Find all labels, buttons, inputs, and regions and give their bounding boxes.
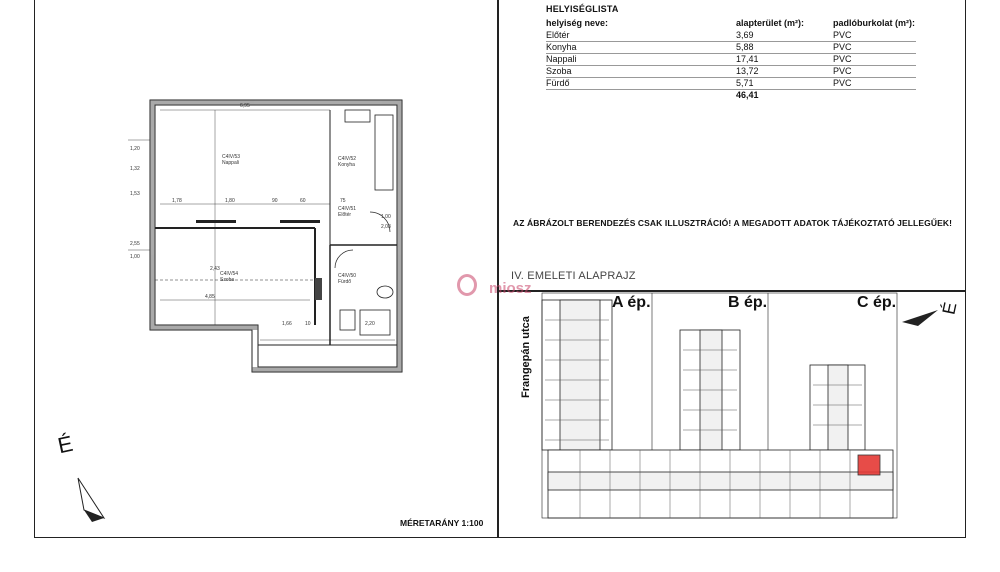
plan-dim: 75 [340, 198, 346, 204]
room-flooring: PVC [833, 66, 852, 76]
room-tag-name: Fürdő [338, 279, 352, 285]
table-row [546, 30, 916, 42]
plan-dim: 2,55 [130, 241, 140, 247]
building-label-c: C ép. [857, 294, 897, 311]
room-tag-name: Előtér [338, 212, 352, 218]
plan-dim: 1,53 [130, 191, 140, 197]
table-row [546, 78, 916, 90]
room-tag-code: C4IV/50 [338, 273, 357, 279]
room-tag-name: Konyha [338, 162, 355, 168]
illustration-notice: AZ ÁBRÁZOLT BERENDEZÉS CSAK ILLUSZTRÁCIÓ! A MEGADOTT ADATOK TÁJÉKOZTATÓ JELLEGŰEK! [513, 218, 953, 228]
room-flooring: PVC [833, 54, 852, 64]
plan-dim: 6,95 [240, 103, 250, 109]
room-tag-name: Szoba [220, 277, 235, 283]
north-letter: É [55, 430, 76, 459]
plan-dim: 60 [300, 198, 306, 204]
scale-label: MÉRETARÁNY 1:100 [400, 518, 484, 528]
room-area: 13,72 [736, 66, 759, 76]
room-list-header [546, 18, 916, 30]
north-letter-site: É [938, 300, 961, 317]
room-area: 17,41 [736, 54, 759, 64]
total-area: 46,41 [736, 90, 759, 100]
plan-dim: 90 [272, 198, 278, 204]
room-flooring: PVC [833, 78, 852, 88]
street-name: Frangepán utca [520, 316, 532, 398]
header-area: alapterület (m²): [736, 18, 805, 28]
plan-dim: 10 [305, 321, 311, 327]
room-name: Előtér [546, 30, 570, 40]
total-row [546, 90, 916, 102]
table-row [546, 54, 916, 66]
room-name: Nappali [546, 54, 577, 64]
room-area: 3,69 [736, 30, 754, 40]
plan-dim: 2,08 [381, 224, 391, 230]
header-flooring: padlóburkolat (m²): [833, 18, 915, 28]
room-tag-code: C4IV/54 [220, 271, 239, 277]
room-name: Fürdő [546, 78, 570, 88]
table-row [546, 42, 916, 54]
plan-dim: 1,66 [282, 321, 292, 327]
room-list-title: HELYISÉGLISTA [546, 4, 619, 14]
logo-text: miosz [489, 280, 532, 297]
room-tag-code: C4IV/53 [222, 154, 241, 160]
building-label-a: A ép. [612, 294, 651, 311]
room-tag-name: Nappali [222, 160, 239, 166]
plan-dim: 1,00 [381, 214, 391, 220]
plan-dim: 1,32 [130, 166, 140, 172]
room-name: Szoba [546, 66, 572, 76]
plan-dim: 1,00 [130, 254, 140, 260]
room-list-table [546, 4, 916, 102]
room-flooring: PVC [833, 30, 852, 40]
header-room-name: helyiség neve: [546, 18, 609, 28]
plan-dim: 4,85 [205, 294, 215, 300]
logo-mark [457, 274, 477, 296]
plan-dim: 1,78 [172, 198, 182, 204]
plan-dim: 2,20 [365, 321, 375, 327]
room-tag-code: C4IV/52 [338, 156, 357, 162]
plan-dim: 2,43 [210, 266, 220, 272]
room-area: 5,71 [736, 78, 754, 88]
table-row [546, 66, 916, 78]
room-area: 5,88 [736, 42, 754, 52]
plan-dim: 1,80 [225, 198, 235, 204]
room-flooring: PVC [833, 42, 852, 52]
plan-dim: 1,20 [130, 146, 140, 152]
floor-plan-label: IV. EMELETI ALAPRAJZ [511, 270, 636, 282]
room-name: Konyha [546, 42, 577, 52]
building-label-b: B ép. [728, 294, 768, 311]
room-tag-code: C4IV/51 [338, 206, 357, 212]
